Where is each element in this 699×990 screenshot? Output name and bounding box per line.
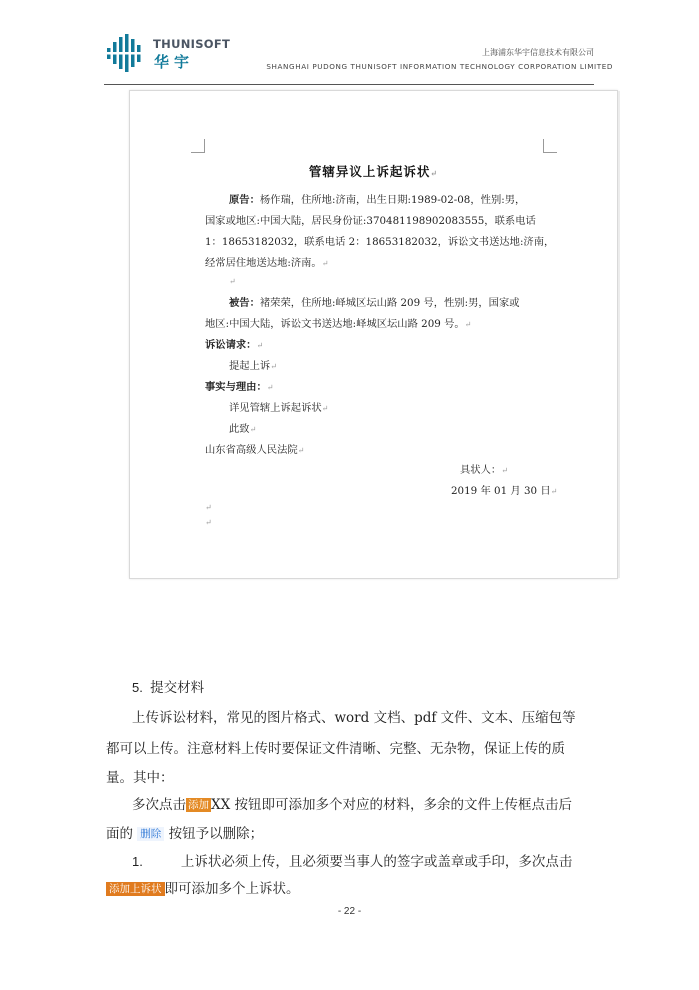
list-item-cont: 添加上诉状 即可添加多个上诉状。: [106, 877, 300, 897]
crop-mark-top-right: [543, 139, 557, 153]
document-preview: [129, 90, 618, 579]
doc-line-facts-label: 事实与理由：↵: [205, 381, 274, 393]
add-button[interactable]: 添加: [188, 799, 209, 811]
header-divider: [104, 84, 594, 85]
doc-line: 1：18653182032，联系电话 2：18653182032，诉讼文书送达地:济南，: [205, 236, 555, 248]
crop-mark-top-left: [191, 139, 205, 153]
paragraph-line: 量。其中：: [106, 770, 174, 786]
paragraph-line: 都可以上传。注意材料上传时要保证文件清晰、完整、无杂物，保证上传的质: [106, 741, 565, 757]
doc-line: 经常居住地送达地:济南。↵: [205, 257, 329, 269]
doc-line-signer: 具状人：↵: [460, 464, 508, 476]
company-name-en: SHANGHAI PUDONG THUNISOFT INFORMATION TECHNOLOGY CORPORATION LIMITED: [266, 62, 613, 71]
doc-line-blank: ↵: [205, 518, 212, 527]
doc-line: 此致↵: [229, 423, 257, 435]
doc-line-blank: ↵: [205, 503, 212, 512]
company-name-zh: 上海浦东华宇信息技术有限公司: [482, 48, 594, 57]
thunisoft-logo: [106, 34, 231, 74]
doc-line-claims-label: 诉讼请求：↵: [205, 339, 264, 351]
doc-line-court: 山东省高级人民法院↵: [205, 444, 305, 456]
doc-line-date: 2019 年 01 月 30 日↵: [451, 485, 558, 497]
doc-line-plaintiff: 原告：杨作瑞，住所地:济南，出生日期:1989-02-08，性别:男，: [229, 194, 526, 206]
list-item: 1. 上诉状必须上传，且必须要当事人的签字或盖章或手印，多次点击: [132, 854, 573, 870]
doc-line-blank: ↵: [229, 277, 236, 286]
doc-line: 提起上诉↵: [229, 360, 277, 372]
logo-text-zh: 华宇: [154, 53, 195, 71]
doc-line: 国家或地区:中国大陆，居民身份证:370481198902083555，联系电话: [205, 215, 536, 227]
paragraph-delete: 面的 删除 按钮予以删除；: [106, 826, 264, 842]
delete-button[interactable]: 删除: [137, 827, 164, 841]
paragraph-add: 多次点击 添加 XX 按钮即可添加多个对应的材料，多余的文件上传框点击后: [132, 797, 573, 813]
document-title: 管辖异议上诉起诉状↵: [308, 164, 439, 179]
page-header: [0, 0, 699, 88]
section-number: 5. 提交材料: [132, 680, 205, 696]
doc-line: 地区:中国大陆，诉讼文书送达地:峄城区坛山路 209 号。↵: [205, 318, 472, 330]
preview-edge: [618, 91, 620, 578]
doc-line: 详见管辖上诉起诉状↵: [229, 402, 329, 414]
logo-text-en: THUNISOFT: [153, 37, 231, 51]
paragraph-line: 上传诉讼材料，常见的图片格式、word 文档、pdf 文件、文本、压缩包等: [132, 710, 576, 726]
add-appeal-button[interactable]: 添加上诉状: [106, 882, 165, 896]
page-number: - 22 -: [337, 906, 362, 917]
doc-line-defendant: 被告：褚荣荣，住所地:峄城区坛山路 209 号，性别:男，国家或: [229, 297, 520, 309]
logo-bars-icon: [106, 34, 146, 72]
